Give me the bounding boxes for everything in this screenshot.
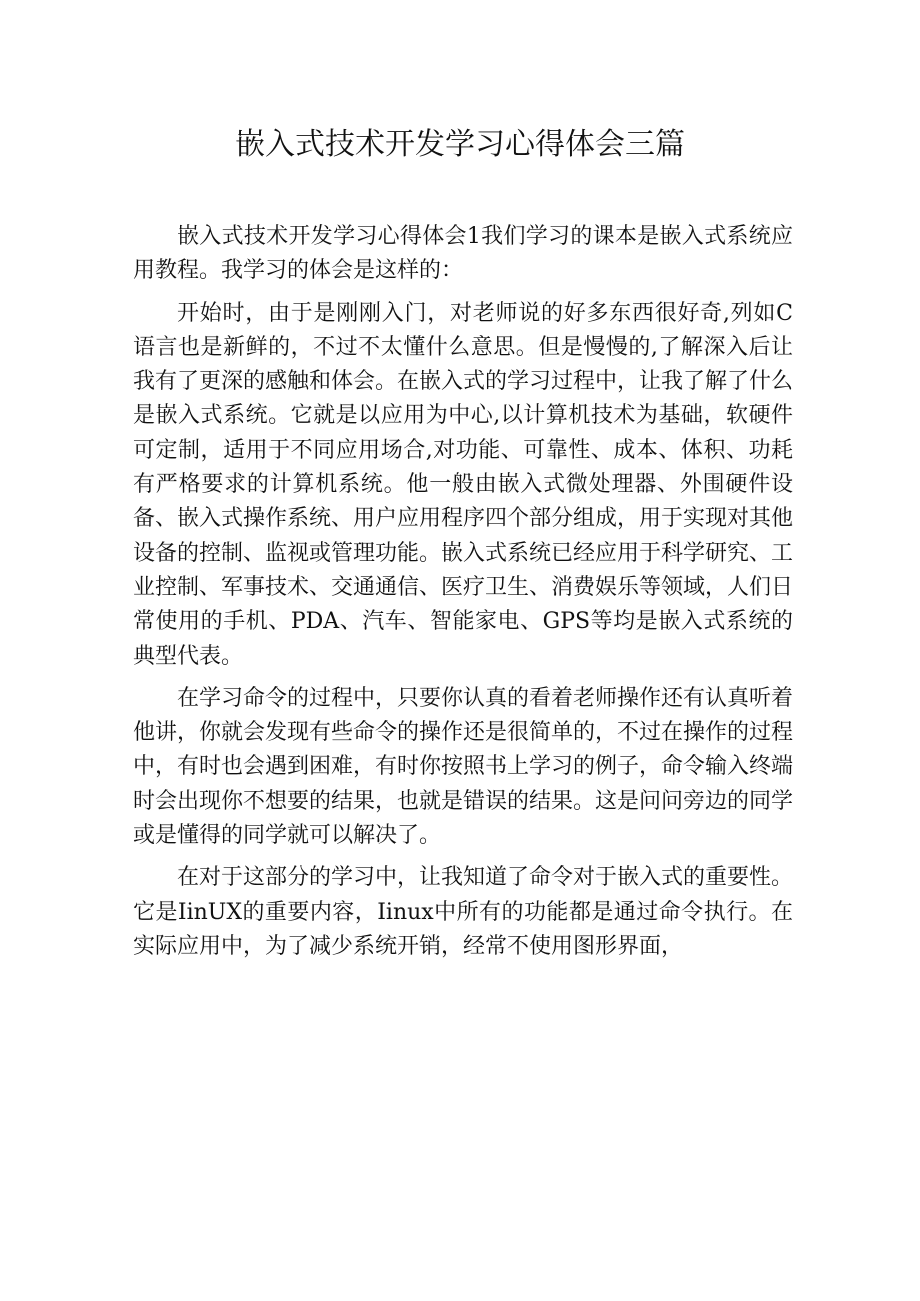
paragraph-2: 开始时，由于是刚刚入门，对老师说的好多东西很好奇,列如C语言也是新鲜的，不过不太懂什么意思。但是慢慢的,了解深入后让我有了更深的感触和体会。在嵌入式的学习过程中，让我了解了什么是嵌入式系统。它就是以应用为中心,以计算机技术为基础，软硬件可定制，适用于不同应用场合,对功能、可靠性、成本、体积、功耗有严格要求的计算机系统。他一般由嵌入式微处理器、外围硬件设备、嵌入式操作系统、用户应用程序四个部分组成，用于实现对其他设备的控制、监视或管理功能。嵌入式系统已经应用于科学研究、工业控制、军事技术、交通通信、医疗卫生、消费娱乐等领域，人们日常使用的手机、PDA、汽车、智能家电、GPS等均是嵌入式系统的典型代表。 bbox=[133, 300, 794, 669]
paragraph-4: 在对于这部分的学习中，让我知道了命令对于嵌入式的重要性。它是IinUX的重要内容，Iinux中所有的功能都是通过命令执行。在实际应用中，为了减少系统开销，经常不使用图形界面， bbox=[133, 865, 794, 959]
paragraph-1: 嵌入式技术开发学习心得体会1我们学习的课本是嵌入式系统应用教程。我学习的体会是这样的： bbox=[133, 224, 793, 284]
document-body bbox=[133, 220, 793, 972]
paragraph-3: 在学习命令的过程中，只要你认真的看着老师操作还有认真听着他讲，你就会发现有些命令的操作还是很简单的，不过在操作的过程中，有时也会遇到困难，有时你按照书上学习的例子，命令输入终端时会出现你不想要的结果，也就是错误的结果。这是问问旁边的同学或是懂得的同学就可以解决了。 bbox=[133, 685, 794, 849]
document-title: 嵌入式技术开发学习心得体会三篇 bbox=[235, 127, 685, 162]
